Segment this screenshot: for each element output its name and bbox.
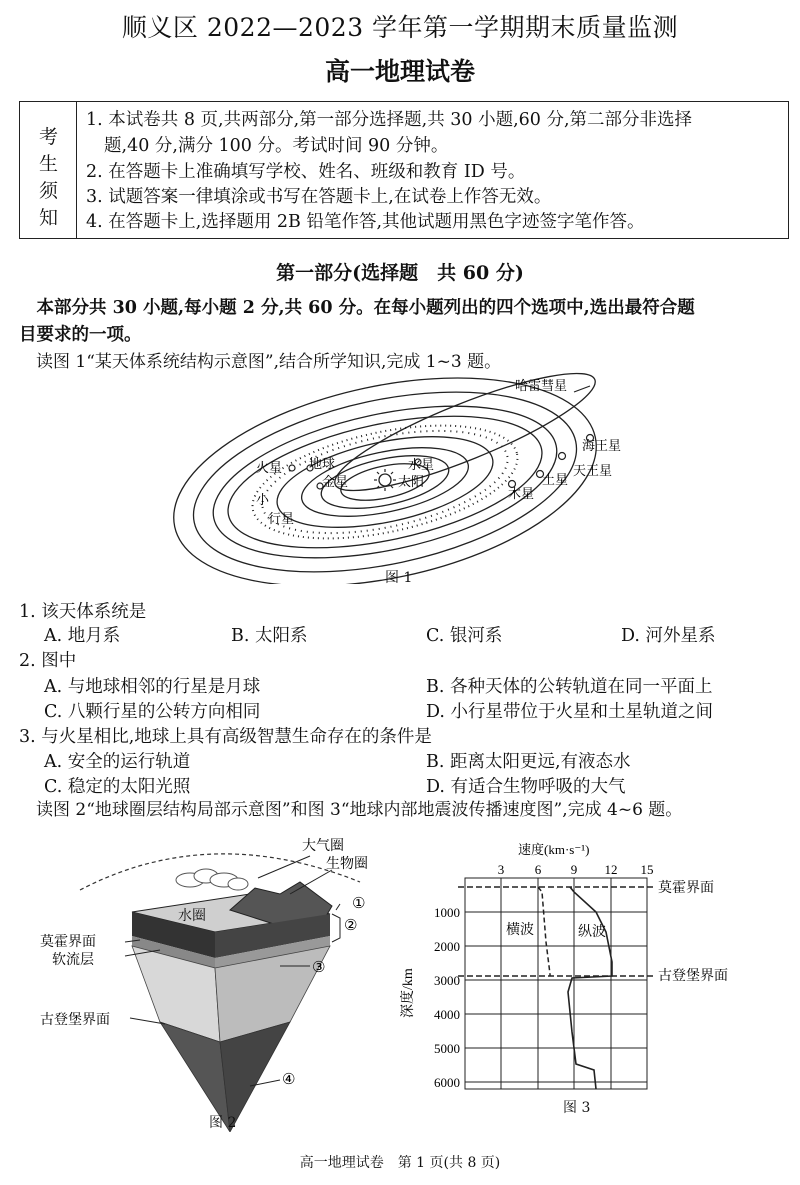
notice-label-char: 知 bbox=[39, 207, 59, 229]
depth-axis-label: 深度/km bbox=[401, 968, 416, 1018]
moho-label: 莫霍界面 bbox=[40, 935, 96, 950]
q2-option-d: D. 小行星带位于火星和土星轨道之间 bbox=[426, 702, 714, 722]
y-tick-3000: 3000 bbox=[434, 973, 460, 988]
q3-option-d: D. 有适合生物呼吸的大气 bbox=[426, 777, 626, 797]
mercury-label: 水星 bbox=[408, 457, 435, 472]
notice-label bbox=[20, 102, 77, 238]
x-tick-6: 6 bbox=[534, 862, 542, 877]
x-tick-12: 12 bbox=[604, 862, 618, 877]
q2-option-a: A. 与地球相邻的行星是月球 bbox=[44, 677, 261, 697]
p-wave-curve bbox=[568, 887, 612, 1089]
y-tick-4000: 4000 bbox=[434, 1007, 460, 1022]
sun-label: 太阳 bbox=[398, 474, 425, 489]
earth-label: 地球 bbox=[309, 456, 336, 471]
mars-icon bbox=[289, 465, 295, 471]
notice-label-char: 考 bbox=[39, 126, 59, 148]
notice-item-4: 4. 在答题卡上,选择题用 2B 铅笔作答,其他试题用黑色字迹签字笔作答。 bbox=[86, 212, 645, 232]
exam-subtitle: 高一地理试卷 bbox=[324, 57, 475, 86]
layer-4-marker: ④ bbox=[282, 1070, 296, 1088]
notice-label-char: 须 bbox=[39, 180, 59, 202]
notice-item-3: 3. 试题答案一律填涂或书写在答题卡上,在试卷上作答无效。 bbox=[86, 187, 552, 207]
figure-1-caption: 图 1 bbox=[385, 570, 413, 586]
figure-2-caption: 图 2 bbox=[209, 1115, 237, 1131]
asthenosphere-label: 软流层 bbox=[52, 953, 94, 968]
part-intro-line2: 目要求的一项。 bbox=[19, 325, 142, 345]
jupiter-label: 木星 bbox=[508, 486, 535, 501]
q1-option-c: C. 银河系 bbox=[426, 626, 503, 646]
asteroid-label-1: 小 bbox=[256, 492, 270, 507]
layer-3-marker: ③ bbox=[312, 958, 326, 976]
figure-2-earth-layers bbox=[40, 822, 380, 1132]
part-title: 第一部分(选择题 共 60 分) bbox=[276, 262, 524, 284]
notice-box bbox=[19, 101, 789, 239]
q2-option-b: B. 各种天体的公转轨道在同一平面上 bbox=[426, 677, 713, 697]
notice-item-1: 1. 本试卷共 8 页,共两部分,第一部分选择题,共 30 小题,60 分,第二部分非选择 bbox=[86, 110, 693, 130]
gutenberg-boundary-label: 古登堡界面 bbox=[658, 969, 728, 984]
exam-title: 顺义区 2022—2023 学年第一学期期末质量监测 bbox=[121, 13, 679, 42]
velocity-axis-label: 速度(km·s⁻¹) bbox=[518, 842, 590, 857]
x-tick-9: 9 bbox=[570, 862, 578, 877]
p-wave-label: 纵波 bbox=[578, 925, 606, 940]
notice-label-char: 生 bbox=[39, 153, 59, 175]
gutenberg-label: 古登堡界面 bbox=[40, 1013, 110, 1028]
comet-label: 哈雷彗星 bbox=[515, 378, 568, 393]
atmosphere-label: 大气圈 bbox=[302, 839, 344, 854]
biosphere-label: 生物圈 bbox=[326, 857, 368, 872]
figure-3-seismic-chart bbox=[400, 832, 800, 1100]
question-1-stem: 1. 该天体系统是 bbox=[19, 602, 147, 622]
s-wave-label: 横波 bbox=[506, 923, 534, 938]
neptune-label: 海王星 bbox=[582, 438, 622, 453]
page-footer: 高一地理试卷 第 1 页(共 8 页) bbox=[299, 1155, 501, 1171]
reading-prompt-2: 读图 2“地球圈层结构局部示意图”和图 3“地球内部地震波传播速度图”,完成 4~6 题。 bbox=[19, 800, 683, 820]
venus-label: 金星 bbox=[322, 474, 349, 489]
sun-icon bbox=[374, 469, 396, 491]
layer-2-marker: ② bbox=[344, 916, 358, 934]
q1-option-b: B. 太阳系 bbox=[231, 626, 308, 646]
hydrosphere-label: 水圈 bbox=[178, 909, 206, 924]
notice-item-1-cont: 题,40 分,满分 100 分。考试时间 90 分钟。 bbox=[104, 136, 449, 156]
figure-3-caption: 图 3 bbox=[563, 1100, 591, 1116]
saturn-label: 土星 bbox=[542, 472, 569, 487]
mars-label: 火星 bbox=[256, 460, 283, 475]
layer-1-marker: ① bbox=[352, 894, 366, 912]
x-tick-15: 15 bbox=[640, 862, 654, 877]
figure-1-solar-system bbox=[170, 372, 650, 584]
part-intro-line1: 本部分共 30 小题,每小题 2 分,共 60 分。在每小题列出的四个选项中,选出最符合题 bbox=[19, 298, 695, 318]
uranus-label: 天王星 bbox=[573, 463, 613, 478]
q2-option-c: C. 八颗行星的公转方向相同 bbox=[44, 702, 261, 722]
question-3-stem: 3. 与火星相比,地球上具有高级智慧生命存在的条件是 bbox=[19, 727, 432, 747]
y-tick-6000: 6000 bbox=[434, 1075, 460, 1090]
asteroid-label-2: 行星 bbox=[268, 511, 295, 526]
q3-option-a: A. 安全的运行轨道 bbox=[44, 752, 191, 772]
cloud-icon bbox=[176, 869, 248, 890]
reading-prompt-1: 读图 1“某天体系统结构示意图”,结合所学知识,完成 1~3 题。 bbox=[19, 352, 502, 372]
x-tick-3: 3 bbox=[497, 862, 505, 877]
question-2-stem: 2. 图中 bbox=[19, 651, 77, 671]
y-tick-5000: 5000 bbox=[434, 1041, 460, 1056]
y-tick-2000: 2000 bbox=[434, 939, 460, 954]
y-tick-1000: 1000 bbox=[434, 905, 460, 920]
q3-option-b: B. 距离太阳更远,有液态水 bbox=[426, 752, 631, 772]
notice-item-2: 2. 在答题卡上准确填写学校、姓名、班级和教育 ID 号。 bbox=[86, 162, 526, 182]
q1-option-a: A. 地月系 bbox=[44, 626, 121, 646]
q1-option-d: D. 河外星系 bbox=[621, 626, 716, 646]
s-wave-curve bbox=[538, 887, 550, 976]
uranus-icon bbox=[559, 453, 566, 460]
moho-boundary-label: 莫霍界面 bbox=[658, 881, 714, 896]
q3-option-c: C. 稳定的太阳光照 bbox=[44, 777, 191, 797]
